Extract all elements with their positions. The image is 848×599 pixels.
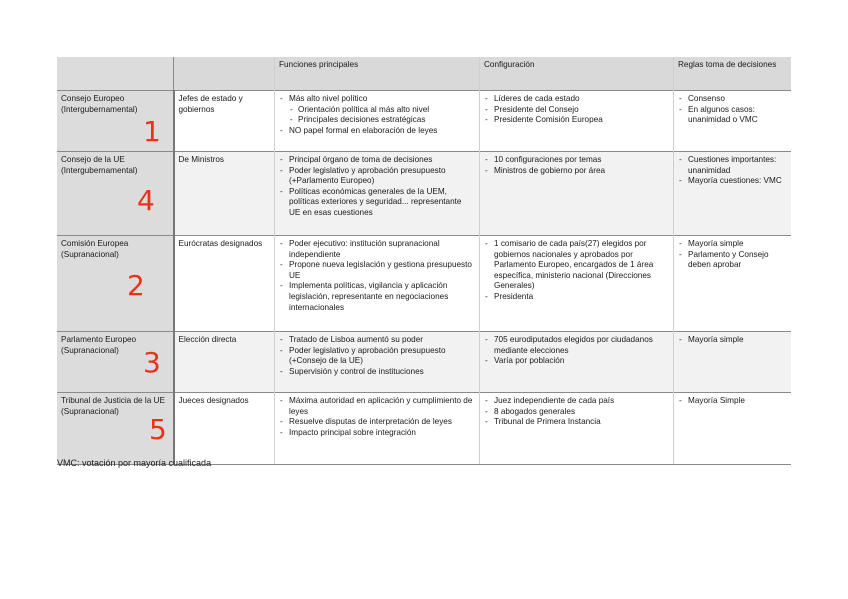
- table-row: [57, 152, 791, 236]
- list-item: - Presidente del Consejo: [484, 105, 669, 116]
- header-row: [57, 57, 791, 91]
- list-item: - Ministros de gobierno por área: [484, 166, 669, 177]
- header-cell-configuracion: Configuración: [480, 57, 674, 91]
- list-item: - Poder legislativo y aprobación presupuesto (+Consejo de la UE): [279, 346, 475, 367]
- reglas-cell-list: [678, 335, 787, 346]
- reglas-cell: [674, 236, 792, 332]
- funciones-cell: [275, 393, 480, 465]
- handwritten-rank: 3: [143, 346, 161, 379]
- list-item: - Mayoría Simple: [678, 396, 787, 407]
- header-cell-members: [174, 57, 275, 91]
- table-row: [57, 236, 791, 332]
- table-row: [57, 393, 791, 465]
- list-item: - Máxima autoridad en aplicación y cumplimiento de leyes: [279, 396, 475, 417]
- list-item: - Juez independiente de cada país: [484, 396, 669, 407]
- list-item: - Consenso: [678, 94, 787, 105]
- members-cell: Elección directa: [174, 332, 275, 393]
- reglas-cell-list: [678, 94, 787, 126]
- list-item: - Implementa políticas, vigilancia y aplicación legislación, representante en negociaciones internacionales: [279, 281, 475, 313]
- funciones-cell: [275, 152, 480, 236]
- handwritten-rank: 1: [143, 115, 161, 148]
- configuracion-cell: [480, 236, 674, 332]
- reglas-cell: [674, 152, 792, 236]
- list-item: - Tribunal de Primera Instancia: [484, 417, 669, 428]
- funciones-cell-list: [279, 396, 475, 438]
- members-cell: De Ministros: [174, 152, 275, 236]
- list-item: - Mayoría simple: [678, 335, 787, 346]
- handwritten-rank: 5: [149, 413, 167, 446]
- institution-name: Parlamento Europeo (Supranacional): [61, 335, 137, 355]
- reglas-cell: [674, 91, 792, 152]
- institution-cell: [57, 332, 174, 393]
- configuracion-cell: [480, 152, 674, 236]
- list-item: - Varía por población: [484, 356, 669, 367]
- list-item: - En algunos casos: unanimidad o VMC: [678, 105, 787, 126]
- list-item: - Cuestiones importantes: unanimidad: [678, 155, 787, 176]
- reglas-cell-list: [678, 155, 787, 187]
- list-item: - Principales decisiones estratégicas: [279, 115, 475, 126]
- members-cell: Jefes de estado y gobiernos: [174, 91, 275, 152]
- header-cell-institution: [57, 57, 174, 91]
- funciones-cell-list: [279, 335, 475, 377]
- table-row: [57, 332, 791, 393]
- list-item: - Líderes de cada estado: [484, 94, 669, 105]
- configuracion-cell: [480, 91, 674, 152]
- funciones-cell: [275, 332, 480, 393]
- list-item: - 8 abogados generales: [484, 407, 669, 418]
- list-item: - NO papel formal en elaboración de leyes: [279, 126, 475, 137]
- list-item: - 705 eurodiputados elegidos por ciudadanos mediante elecciones: [484, 335, 669, 356]
- funciones-cell-list: [279, 155, 475, 219]
- list-item: - Presidenta: [484, 292, 669, 303]
- funciones-cell-list: [279, 94, 475, 136]
- header-cell-reglas: Reglas toma de decisiones: [674, 57, 792, 91]
- members-cell: Eurócratas designados: [174, 236, 275, 332]
- list-item: - Poder legislativo y aprobación presupuesto (+Parlamento Europeo): [279, 166, 475, 187]
- institution-name: Consejo Europeo (Intergubernamental): [61, 94, 138, 114]
- institution-cell: [57, 152, 174, 236]
- configuracion-cell: [480, 393, 674, 465]
- header-cell-funciones: Funciones principales: [275, 57, 480, 91]
- list-item: - Propone nueva legislación y gestiona presupuesto UE: [279, 260, 475, 281]
- list-item: - Presidente Comisión Europea: [484, 115, 669, 126]
- list-item: - 1 comisario de cada país(27) elegidos por gobiernos nacionales y aprobados por Parlamento Europeo, encargados de 1 área específica, ministerio nacional (Direcciones Generales): [484, 239, 669, 292]
- configuracion-cell-list: [484, 396, 669, 428]
- reglas-cell-list: [678, 396, 787, 407]
- list-item: - Impacto principal sobre integración: [279, 428, 475, 439]
- configuracion-cell-list: [484, 335, 669, 367]
- handwritten-rank: 4: [137, 184, 155, 217]
- configuracion-cell: [480, 332, 674, 393]
- list-item: - Mayoría simple: [678, 239, 787, 250]
- list-item: - 10 configuraciones por temas: [484, 155, 669, 166]
- institution-cell: [57, 91, 174, 152]
- table-row: [57, 91, 791, 152]
- configuracion-cell-list: [484, 94, 669, 126]
- institution-cell: [57, 236, 174, 332]
- list-item: - Políticas económicas generales de la UEM, políticas exteriores y seguridad... representante UE en esas cuestiones: [279, 187, 475, 219]
- list-item: - Más alto nivel político: [279, 94, 475, 105]
- list-item: - Principal órgano de toma de decisiones: [279, 155, 475, 166]
- institution-name: Tribunal de Justicia de la UE (Supranacional): [61, 396, 165, 416]
- reglas-cell-list: [678, 239, 787, 271]
- list-item: - Parlamento y Consejo deben aprobar: [678, 250, 787, 271]
- footnote: VMC: votación por mayoría cualificada: [57, 458, 212, 468]
- funciones-cell: [275, 91, 480, 152]
- list-item: - Tratado de Lisboa aumentó su poder: [279, 335, 475, 346]
- list-item: - Poder ejecutivo: institución supranacional independiente: [279, 239, 475, 260]
- members-cell: Jueces designados: [174, 393, 275, 465]
- reglas-cell: [674, 393, 792, 465]
- handwritten-rank: 2: [127, 269, 145, 302]
- funciones-cell: [275, 236, 480, 332]
- configuracion-cell-list: [484, 239, 669, 303]
- list-item: - Mayoría cuestiones: VMC: [678, 176, 787, 187]
- configuracion-cell-list: [484, 155, 669, 176]
- reglas-cell: [674, 332, 792, 393]
- institution-name: Consejo de la UE (Intergubernamental): [61, 155, 138, 175]
- institutions-table: [57, 57, 791, 465]
- list-item: - Supervisión y control de instituciones: [279, 367, 475, 378]
- list-item: - Orientación política al más alto nivel: [279, 105, 475, 116]
- funciones-cell-list: [279, 239, 475, 313]
- institution-name: Comisión Europea (Supranacional): [61, 239, 129, 259]
- list-item: - Resuelve disputas de interpretación de leyes: [279, 417, 475, 428]
- institution-cell: [57, 393, 174, 465]
